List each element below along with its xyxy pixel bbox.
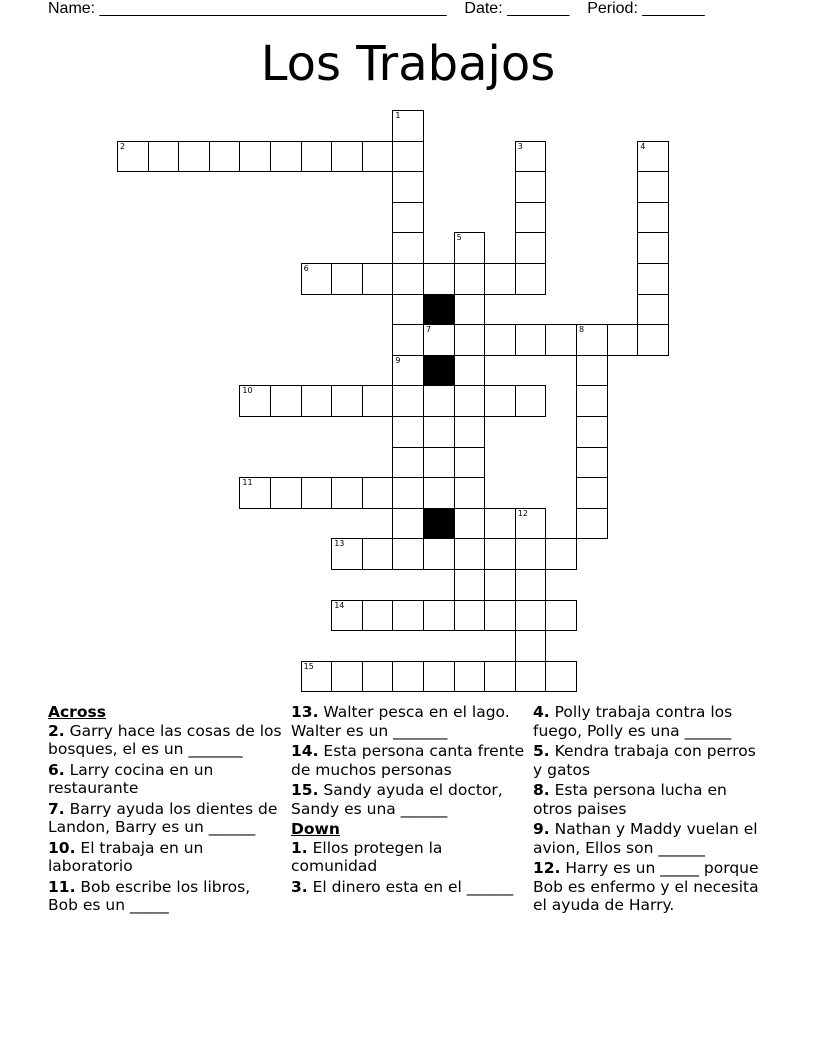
clue-number-label: 10. (48, 838, 76, 857)
crossword-cell[interactable] (637, 263, 669, 295)
crossword-cell[interactable] (545, 538, 577, 570)
crossword-cell[interactable] (301, 385, 333, 417)
crossword-cell[interactable] (454, 324, 486, 356)
crossword-cell[interactable] (637, 171, 669, 203)
crossword-cell[interactable] (331, 385, 363, 417)
crossword-cell[interactable] (392, 202, 424, 234)
crossword-cell[interactable] (454, 477, 486, 509)
crossword-cell[interactable] (331, 477, 363, 509)
clue-item (48, 839, 284, 876)
clue-number: 1 (395, 111, 401, 120)
clue-number: 11 (242, 478, 253, 488)
crossword-cell[interactable] (392, 661, 424, 693)
crossword-cell[interactable] (454, 385, 486, 417)
crossword-cell[interactable] (392, 538, 424, 570)
clue-item (48, 722, 284, 759)
clue-text: Larry cocina en un restaurante (48, 760, 214, 797)
clue-item (533, 703, 769, 740)
crossword-cell[interactable] (637, 232, 669, 264)
clue-text: El dinero esta en el ______ (307, 877, 514, 896)
crossword-cell[interactable] (576, 508, 608, 540)
crossword-cell[interactable] (454, 447, 486, 479)
crossword-cell[interactable] (454, 232, 486, 264)
clue-text: El trabaja en un laboratorio (48, 838, 204, 875)
clue-number: 3 (517, 141, 523, 151)
name-blank[interactable]: _______________________________________ (99, 0, 447, 17)
crossword-cell[interactable] (515, 263, 547, 295)
crossword-cell[interactable] (270, 477, 302, 509)
crossword-cell[interactable] (515, 661, 547, 693)
clue-item (291, 703, 527, 740)
clue-number-label: 8. (533, 781, 550, 799)
crossword-cell[interactable] (515, 538, 547, 570)
clues-column-2 (291, 703, 527, 898)
crossword-cell[interactable] (454, 416, 486, 448)
page-title: Los Trabajos (260, 36, 556, 92)
crossword-cell[interactable] (331, 661, 363, 693)
clue-number: 7 (426, 325, 432, 335)
clue-text: Kendra trabaja con perros y gatos (533, 742, 756, 779)
crossword-cell[interactable] (270, 385, 302, 417)
crossword-cell[interactable] (301, 477, 333, 509)
crossword-cell[interactable] (454, 600, 486, 632)
crossword-cell[interactable] (392, 385, 424, 417)
clue-number-label: 2. (48, 721, 65, 740)
crossword-cell[interactable] (392, 110, 424, 142)
clue-number-label: 6. (48, 760, 65, 779)
crossword-cell[interactable] (239, 385, 271, 417)
crossword-cell[interactable] (362, 600, 394, 632)
clue-item (291, 839, 527, 876)
clue-text: Bob escribe los libros, Bob es un _____ (48, 877, 251, 914)
crossword-cell[interactable] (392, 232, 424, 264)
crossword-cell[interactable] (515, 508, 547, 540)
crossword-cell[interactable] (392, 355, 424, 387)
crossword-cell[interactable] (423, 263, 455, 295)
clue-text: Harry es un _____ porque Bob es enfermo y el necesita el ayuda de Harry. (533, 859, 759, 914)
clue-number-label: 3. (291, 877, 308, 896)
clue-number: 4 (640, 141, 646, 151)
crossword-cell[interactable] (331, 141, 363, 173)
crossword-cell[interactable] (148, 141, 180, 173)
clue-text: Ellos protegen la comunidad (291, 838, 443, 875)
crossword-cell[interactable] (515, 202, 547, 234)
clue-number-label: 12. (533, 859, 561, 877)
crossword-cell[interactable] (270, 141, 302, 173)
crossword-cell[interactable] (454, 661, 486, 693)
clue-item (533, 820, 769, 857)
clue-number-label: 13. (291, 703, 319, 721)
clue-number: 5 (456, 233, 462, 243)
crossword-cell[interactable] (423, 385, 455, 417)
crossword-cell[interactable] (362, 661, 394, 693)
crossword-cell[interactable] (607, 324, 639, 356)
clue-text: Barry ayuda los dientes de Landon, Barry es un ______ (48, 799, 278, 836)
crossword-cell[interactable] (515, 232, 547, 264)
crossword-cell[interactable] (301, 141, 333, 173)
clues-column-1 (48, 703, 284, 917)
crossword-cell[interactable] (515, 385, 547, 417)
black-square (423, 355, 455, 387)
clue-text: Garry hace las cosas de los bosques, el es un _______ (48, 721, 282, 758)
crossword-cell[interactable] (484, 508, 516, 540)
clue-text: Sandy ayuda el doctor, Sandy es una ______ (291, 781, 503, 818)
clue-number-label: 11. (48, 877, 76, 896)
crossword-cell[interactable] (545, 324, 577, 356)
crossword-cell[interactable] (423, 600, 455, 632)
crossword-cell[interactable] (515, 600, 547, 632)
clue-number: 2 (120, 141, 126, 151)
crossword-cell[interactable] (392, 416, 424, 448)
crossword-cell[interactable] (637, 202, 669, 234)
crossword-cell[interactable] (515, 324, 547, 356)
crossword-cell[interactable] (423, 416, 455, 448)
clue-item (291, 781, 527, 818)
clue-item (291, 742, 527, 779)
clue-number: 14 (334, 600, 345, 610)
crossword-cell[interactable] (423, 538, 455, 570)
crossword-cell[interactable] (423, 324, 455, 356)
crossword-cell[interactable] (637, 324, 669, 356)
clue-text: Esta persona lucha en otros paises (533, 781, 727, 818)
date-blank[interactable]: _______ (507, 0, 570, 17)
crossword-cell[interactable] (515, 171, 547, 203)
crossword-cell[interactable] (454, 263, 486, 295)
crossword-cell[interactable] (423, 477, 455, 509)
clue-number: 8 (579, 325, 585, 335)
crossword-cell[interactable] (515, 630, 547, 662)
clue-number: 6 (303, 264, 309, 273)
clue-number: 15 (303, 661, 314, 671)
crossword-cell[interactable] (637, 294, 669, 326)
crossword-cell[interactable] (392, 477, 424, 509)
crossword-cell[interactable] (423, 447, 455, 479)
crossword-cell[interactable] (454, 355, 486, 387)
clue-number: 13 (334, 539, 345, 549)
crossword-cell[interactable] (331, 263, 363, 295)
crossword-cell[interactable] (392, 447, 424, 479)
crossword-cell[interactable] (392, 600, 424, 632)
crossword-cell[interactable] (362, 141, 394, 173)
clue-item (533, 742, 769, 779)
period-blank[interactable]: _______ (642, 0, 705, 17)
crossword-cell[interactable] (209, 141, 241, 173)
crossword-cell[interactable] (301, 661, 333, 693)
clue-number-label: 1. (291, 838, 308, 857)
crossword-cell[interactable] (484, 600, 516, 632)
crossword-cell[interactable] (362, 263, 394, 295)
clue-number: 9 (395, 355, 401, 365)
crossword-cell[interactable] (576, 385, 608, 417)
crossword-cell[interactable] (423, 661, 455, 693)
clue-item (533, 781, 769, 818)
crossword-cell[interactable] (484, 324, 516, 356)
clue-number: 12 (517, 508, 528, 518)
crossword-cell[interactable] (392, 508, 424, 540)
crossword-cell[interactable] (239, 477, 271, 509)
crossword-cell[interactable] (392, 324, 424, 356)
crossword-cell[interactable] (484, 538, 516, 570)
crossword-cell[interactable] (117, 141, 149, 173)
crossword-cell[interactable] (239, 141, 271, 173)
crossword-cell[interactable] (331, 538, 363, 570)
clue-item (291, 878, 527, 897)
date-label: Date: (464, 0, 503, 17)
crossword-cell[interactable] (362, 477, 394, 509)
crossword-cell[interactable] (515, 141, 547, 173)
crossword-cell[interactable] (576, 447, 608, 479)
clue-text: Walter pesca en el lago. Walter es un _______ (291, 703, 510, 740)
crossword-cell[interactable] (545, 600, 577, 632)
clue-number-label: 9. (533, 820, 550, 838)
across-heading: Across (48, 703, 106, 721)
clue-number-label: 15. (291, 781, 319, 799)
down-heading: Down (291, 820, 340, 838)
crossword-cell[interactable] (392, 294, 424, 326)
crossword-cell[interactable] (392, 171, 424, 203)
clue-text: Nathan y Maddy vuelan el avion, Ellos son ______ (533, 820, 758, 857)
crossword-cell[interactable] (454, 508, 486, 540)
clue-item (533, 859, 769, 915)
clue-number-label: 4. (533, 703, 550, 721)
crossword-cell[interactable] (392, 263, 424, 295)
crossword-cell[interactable] (392, 141, 424, 173)
black-square (423, 294, 455, 326)
clue-number-label: 7. (48, 799, 65, 818)
crossword-cell[interactable] (637, 141, 669, 173)
clue-number-label: 5. (533, 742, 550, 760)
clue-item (48, 761, 284, 798)
crossword-cell[interactable] (454, 569, 486, 601)
clue-item (48, 878, 284, 915)
clue-item (48, 800, 284, 837)
crossword-cell[interactable] (362, 538, 394, 570)
crossword-cell[interactable] (484, 661, 516, 693)
crossword-cell[interactable] (576, 324, 608, 356)
crossword-cell[interactable] (576, 416, 608, 448)
crossword-cell[interactable] (301, 263, 333, 295)
crossword-cell[interactable] (576, 355, 608, 387)
clue-text: Esta persona canta frente de muchos personas (291, 742, 525, 779)
clue-text: Polly trabaja contra los fuego, Polly es una ______ (533, 703, 733, 740)
crossword-cell[interactable] (178, 141, 210, 173)
crossword-cell[interactable] (545, 661, 577, 693)
clues-column-3 (533, 703, 769, 917)
clue-number-label: 14. (291, 742, 319, 760)
crossword-cell[interactable] (454, 538, 486, 570)
crossword-cell[interactable] (515, 569, 547, 601)
crossword-cell[interactable] (454, 294, 486, 326)
crossword-cell[interactable] (576, 477, 608, 509)
crossword-cell[interactable] (362, 385, 394, 417)
crossword-cell[interactable] (331, 600, 363, 632)
period-label: Period: (587, 0, 638, 17)
clue-number: 10 (242, 386, 253, 396)
crossword-cell[interactable] (484, 385, 516, 417)
black-square (423, 508, 455, 540)
crossword-cell[interactable] (484, 263, 516, 295)
name-label: Name: (48, 0, 96, 17)
